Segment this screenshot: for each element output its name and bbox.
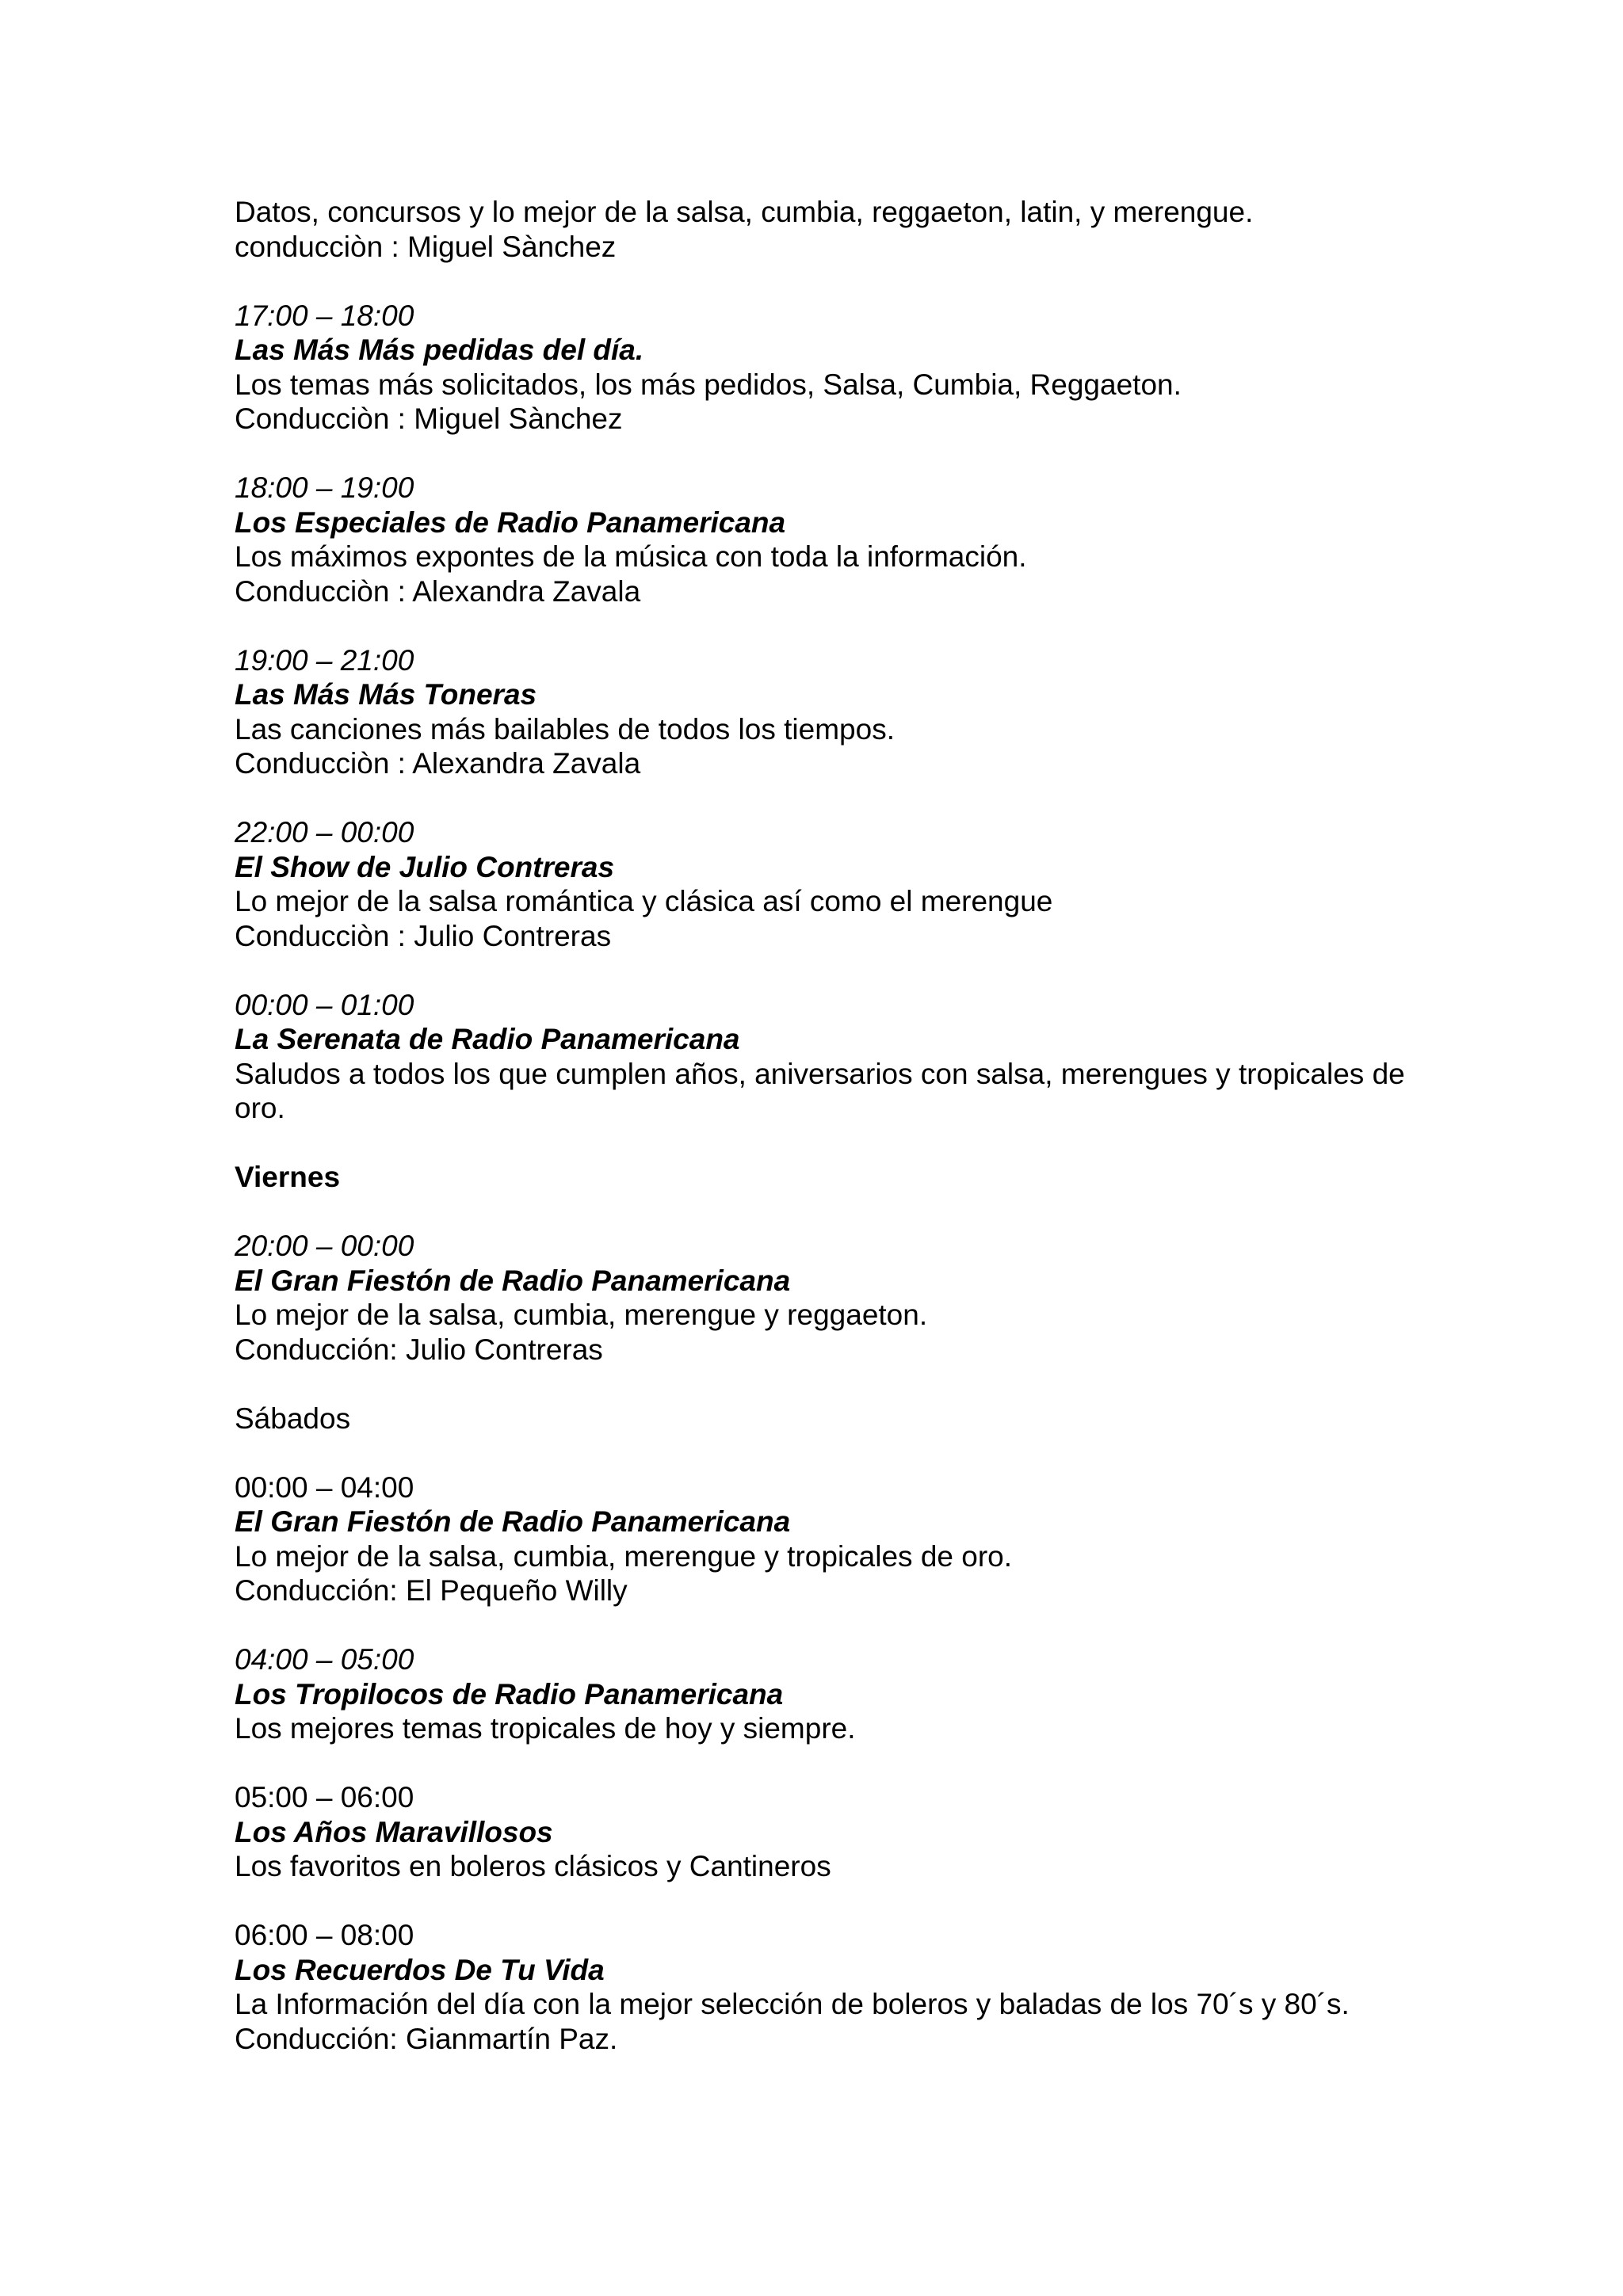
- program-description: La Información del día con la mejor selección de boleros y baladas de los 70´s y 80´s.: [235, 1988, 1350, 2020]
- program-description: Los temas más solicitados, los más pedidos, Salsa, Cumbia, Reggaeton.: [235, 368, 1182, 401]
- program-title: Las Más Más pedidas del día.: [235, 334, 644, 366]
- program-title: Las Más Más Toneras: [235, 678, 537, 711]
- day-heading-saturday: Sábados: [235, 1402, 351, 1435]
- program-time: 22:00 – 00:00: [235, 816, 414, 849]
- program-description: Lo mejor de la salsa, cumbia, merengue y reggaeton.: [235, 1299, 928, 1331]
- program-time: 05:00 – 06:00: [235, 1781, 414, 1814]
- program-time: 18:00 – 19:00: [235, 471, 414, 504]
- program-title: El Show de Julio Contreras: [235, 850, 615, 883]
- program-description: Lo mejor de la salsa, cumbia, merengue y tropicales de oro.: [235, 1539, 1013, 1573]
- program-title: Los Especiales de Radio Panamericana: [235, 505, 786, 539]
- program-title: Los Años Maravillosos: [235, 1815, 553, 1848]
- program-title: El Gran Fiestón de Radio Panamericana: [235, 1505, 791, 1538]
- program-title: Los Recuerdos De Tu Vida: [235, 1953, 605, 1986]
- intro-description: Datos, concursos y lo mejor de la salsa, cumbia, reggaeton, latin, y merengue.: [235, 196, 1254, 228]
- program-host: Conducciòn : Alexandra Zavala: [235, 747, 641, 780]
- program-host: Conducciòn : Julio Contreras: [235, 919, 612, 952]
- program-host: Conducción: Gianmartín Paz.: [235, 2022, 618, 2055]
- program-description: Saludos a todos los que cumplen años, aniversarios con salsa, merengues y tropicales de oro.: [235, 1057, 1405, 1124]
- program-title: El Gran Fiestón de Radio Panamericana: [235, 1264, 791, 1297]
- program-time: 20:00 – 00:00: [235, 1230, 414, 1262]
- program-time: 06:00 – 08:00: [235, 1919, 414, 1951]
- program-description: Los máximos expontes de la música con toda la información.: [235, 540, 1027, 573]
- program-host: Conducciòn : Alexandra Zavala: [235, 574, 641, 608]
- program-description: Lo mejor de la salsa romántica y clásica así como el merengue: [235, 885, 1053, 917]
- program-description: Los favoritos en boleros clásicos y Cantineros: [235, 1850, 831, 1882]
- program-host: Conducción: El Pequeño Willy: [235, 1574, 628, 1607]
- program-host: Conducciòn : Miguel Sànchez: [235, 402, 623, 435]
- program-time: 19:00 – 21:00: [235, 643, 414, 677]
- program-description: Las canciones más bailables de todos los tiempos.: [235, 712, 895, 746]
- day-heading-friday: Viernes: [235, 1161, 341, 1193]
- intro-host: conducciòn : Miguel Sànchez: [235, 230, 617, 263]
- program-host: Conducción: Julio Contreras: [235, 1333, 603, 1366]
- program-description: Los mejores temas tropicales de hoy y siempre.: [235, 1712, 856, 1745]
- program-time: 00:00 – 04:00: [235, 1470, 414, 1504]
- document-page: [235, 195, 1423, 2056]
- program-time: 00:00 – 01:00: [235, 988, 414, 1021]
- program-title: Los Tropilocos de Radio Panamericana: [235, 1677, 784, 1711]
- program-time: 04:00 – 05:00: [235, 1643, 414, 1676]
- program-time: 17:00 – 18:00: [235, 299, 414, 332]
- program-title: La Serenata de Radio Panamericana: [235, 1023, 740, 1055]
